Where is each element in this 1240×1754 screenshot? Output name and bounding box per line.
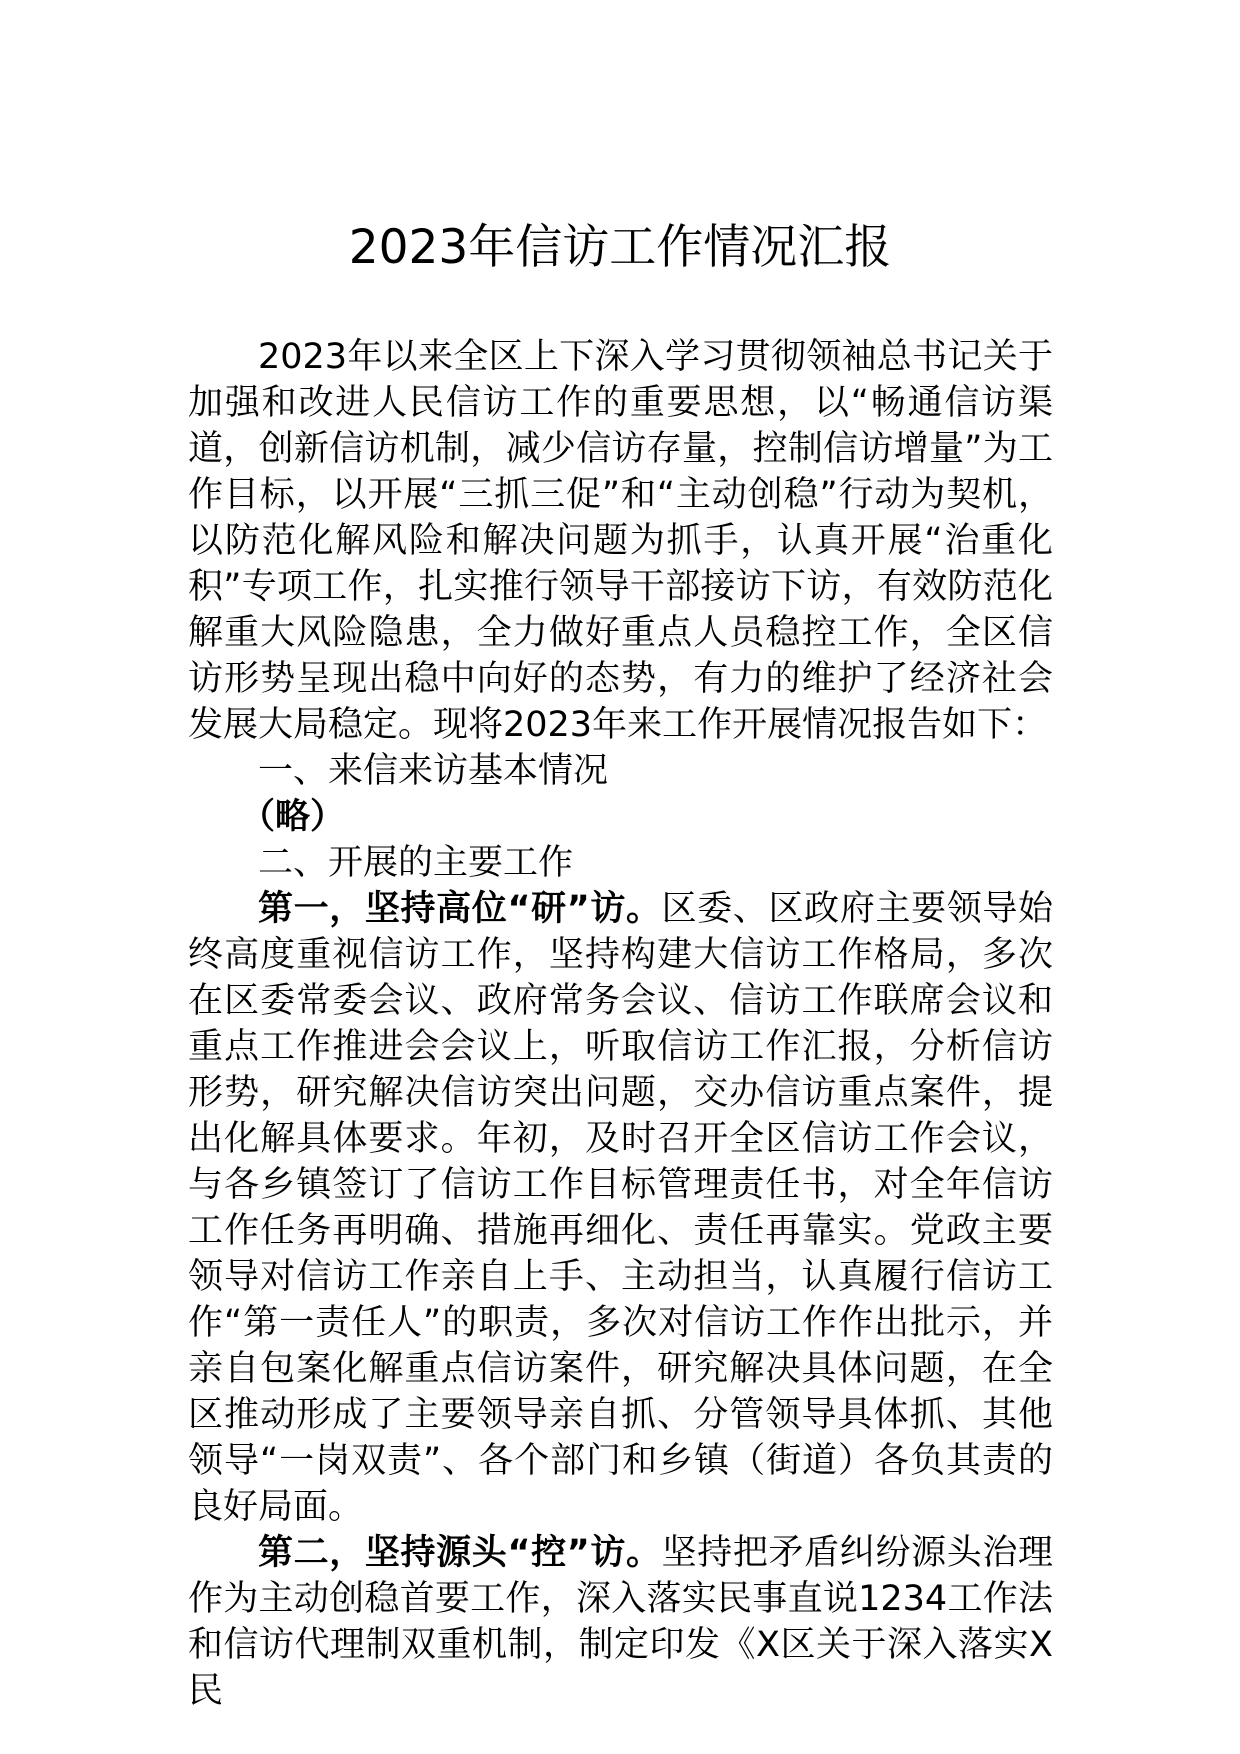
item-1-lead: 第一，坚持高位“研”访。 [258, 889, 662, 929]
section-2-heading: 二、开展的主要工作 [258, 843, 574, 883]
item-1-paragraph [188, 886, 1053, 1530]
item-2-lead: 第二，坚持源头“控”访。 [258, 1533, 662, 1573]
item-2-paragraph [188, 1530, 1053, 1714]
document-body [188, 334, 1053, 1714]
document-title: 2023年信访工作情况汇报 [348, 220, 892, 275]
item-1-text: 区委、区政府主要领导始终高度重视信访工作，坚持构建大信访工作格局，多次在区委常委会议、政府常务会议、信访工作联席会议和重点工作推进会会议上，听取信访工作汇报，分析信访形势，研究解决信访突出问题，交办信访重点案件，提出化解具体要求。年初，及时召开全区信访工作会议，与各乡镇签订了信访工作目标管理责任书，对全年信访工作任务再明确、措施再细化、责任再靠实。党政主要领导对信访工作亲自上手、主动担当，认真履行信访工作“第一责任人”的职责，多次对信访工作作出批示，并亲自包案化解重点信访案件，研究解决具体问题，在全区推动形成了主要领导亲自抓、分管领导具体抓、其他领导“一岗双责”、各个部门和乡镇（街道）各负其责的良好局面。 [188, 889, 1053, 1527]
item-2-text: 坚持把矛盾纠纷源头治理作为主动创稳首要工作，深入落实民事直说1234工作法和信访代理制双重机制，制定印发《X区关于深入落实X民 [188, 1533, 1053, 1711]
section-1-note: （略） [240, 797, 346, 837]
section-1-heading: 一、来信来访基本情况 [258, 751, 609, 791]
intro-paragraph: 2023年以来全区上下深入学习贯彻领袖总书记关于加强和改进人民信访工作的重要思想，以“畅通信访渠道，创新信访机制，减少信访存量，控制信访增量”为工作目标，以开展“三抓三促”和“主动创稳”行动为契机，以防范化解风险和解决问题为抓手，认真开展“治重化积”专项工作，扎实推行领导干部接访下访，有效防范化解重大风险隐患，全力做好重点人员稳控工作，全区信访形势呈现出稳中向好的态势，有力的维护了经济社会发展大局稳定。现将2023年来工作开展情况报告如下： [188, 337, 1053, 745]
